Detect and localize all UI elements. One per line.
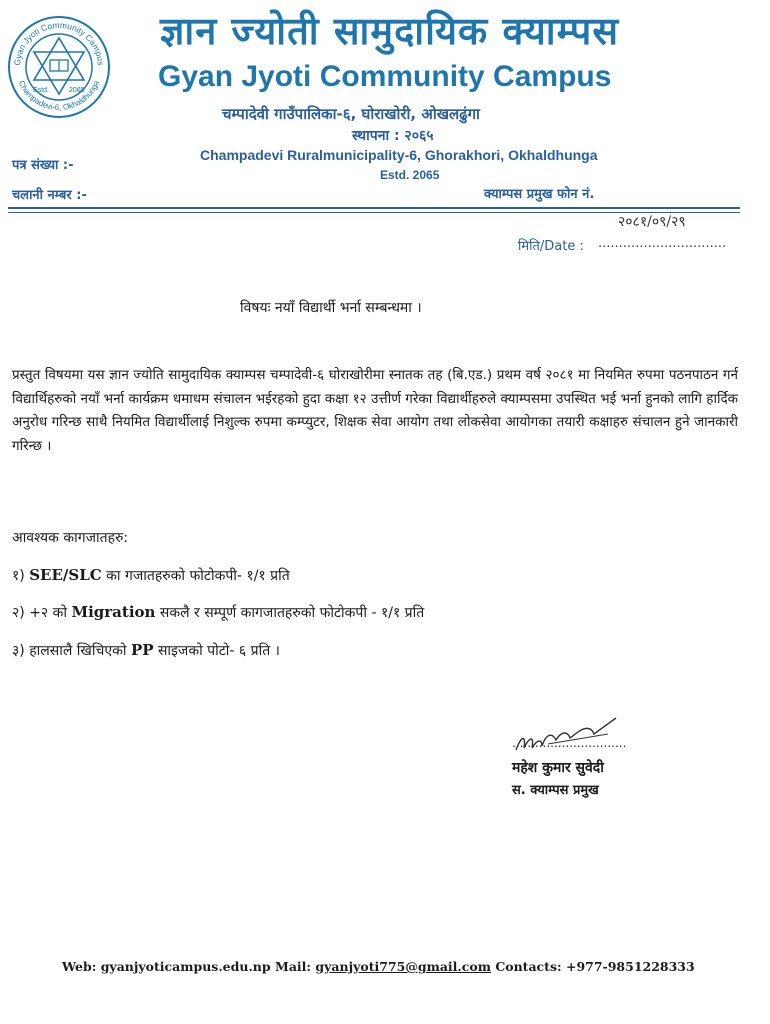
document-item-prefix: १) <box>12 568 30 584</box>
address-english: Champadevi Ruralmunicipality-6, Ghorakhori, Okhaldhunga <box>200 147 598 163</box>
footer-mail-label: Mail: <box>275 959 312 974</box>
date-label: मिति/Date : <box>518 239 584 254</box>
footer-mail-link[interactable]: gyanjyoti775@gmail.com <box>315 959 491 974</box>
document-item <box>12 641 280 660</box>
campus-logo <box>6 14 112 120</box>
campus-name-nepali: ज्ञान ज्योती सामुदायिक क्याम्पस <box>160 9 620 53</box>
logo-estd-label: Estd. <box>33 87 49 94</box>
document-item-bold: Migration <box>71 603 156 621</box>
footer-web-label: Web: <box>62 959 97 974</box>
header-rule-thick <box>8 207 740 209</box>
reference-number-label: पत्र संख्या :- <box>12 158 74 173</box>
footer-web-link[interactable]: gyanjyoticampus.edu.np <box>100 959 271 974</box>
signatory-title: स. क्याम्पस प्रमुख <box>512 783 599 798</box>
campus-name-english: Gyan Jyoti Community Campus <box>158 60 612 93</box>
established-english: Estd. 2065 <box>380 168 440 182</box>
signature-dotted-line: .............................. <box>512 736 627 750</box>
document-item-suffix: साइजको पोटो- ६ प्रति । <box>153 643 280 659</box>
logo-ring-top-text: Gyan Jyoti Community Campus <box>11 19 107 66</box>
document-item-bold: SEE/SLC <box>29 566 102 584</box>
footer-contacts-label: Contacts: <box>495 959 562 974</box>
svg-text:Gyan Jyoti Community Campus <box>12 20 106 66</box>
letter-subject: विषयः नयाँ विद्यार्थी भर्ना सम्बन्धमा । <box>240 300 422 316</box>
date-dotted-line: ............................... <box>598 236 727 251</box>
document-item-suffix: सकलै र सम्पूर्ण कागजातहरुको फोटोकपी - १/१ प्रति <box>155 605 425 621</box>
handwritten-date: २०८१/०९/२९ <box>618 214 686 230</box>
campus-chief-phone-label: क्याम्पस प्रमुख फोन नं. <box>484 187 595 202</box>
footer-phone: +977-9851228333 <box>565 959 695 974</box>
document-item-bold: PP <box>130 641 154 659</box>
dispatch-number-label: चलानी नम्बर :- <box>12 188 87 203</box>
document-item <box>12 566 290 585</box>
logo-estd-year: 2065 <box>69 87 85 94</box>
logo-ring-bottom-text: Champadevi-6, Okhaldhunga <box>16 79 102 113</box>
document-item-suffix: का गजातहरुको फोटोकपी- १/१ प्रति <box>101 568 290 584</box>
document-item-prefix: ३) हालसालै खिचिएको <box>12 643 131 659</box>
document-item-prefix: २) +२ को <box>12 605 72 621</box>
letter-body: प्रस्तुत विषयमा यस ज्ञान ज्योति सामुदायिक क्याम्पस चम्पादेवी-६ घोराखोरीमा स्नातक तह (बि.एड.) प्रथम वर्ष २०८१ मा नियमित रुपमा पठनपाठन गर्न विद्यार्थिहरुको नयाँ भर्ना कार्यक्रम धमाधम संचालन भईरहको हुदा कक्षा १२ उत्तीर्ण गरेका विद्यार्थीहरुले क्याम्पसमा उपस्थित भई भर्ना हुनको लागि हार्दिक अनुरोध गरिन्छ साथै नियमित विद्यार्थीलाई निशुल्क रुपमा कम्प्युटर, शिक्षक सेवा आयोग तथा लोकसेवा आयोगका तयारी कक्षाहरु संचालन हुने जानकारी गरिन्छ । <box>12 367 738 454</box>
established-nepali: स्थापना : २०६५ <box>352 128 434 144</box>
footer-contact <box>62 959 695 974</box>
address-nepali: चम्पादेवी गाउँपालिका-६, घोराखोरी, ओखलढुंगा <box>222 105 480 123</box>
signatory-name: महेश कुमार सुवेदी <box>512 760 604 776</box>
document-item <box>12 603 424 622</box>
required-documents-heading: आवश्यक कागजातहरु: <box>12 530 129 546</box>
